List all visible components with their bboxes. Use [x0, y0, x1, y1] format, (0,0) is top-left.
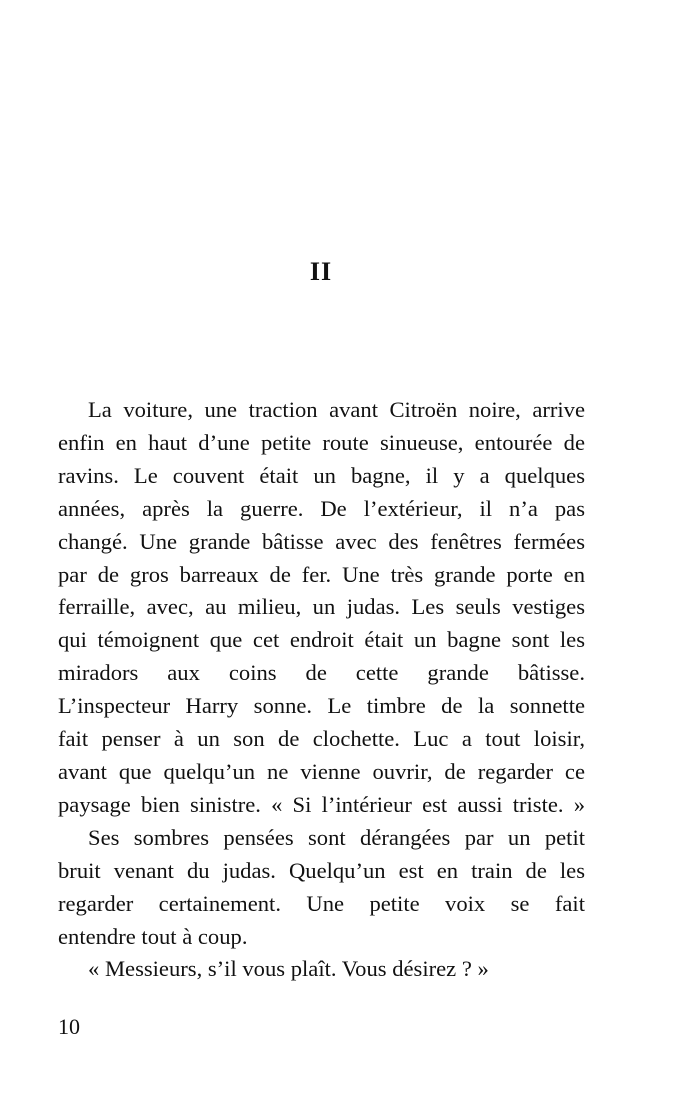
text-line: enfin en haut d’une petite route sinueuse, entourée de [58, 429, 585, 455]
paragraph-1 [58, 394, 585, 822]
text-line: La voiture, une traction avant Citroën noire, arrive [88, 397, 585, 422]
text-line: par de gros barreaux de fer. Une très grande porte en [58, 561, 585, 587]
text-line: fait penser à un son de clochette. Luc a tout loisir, [58, 726, 585, 752]
text-line: Ses sombres pensées sont dérangées par un petit [88, 824, 585, 850]
text-line: regarder certainement. Une petite voix se fait [58, 890, 585, 916]
text-line: « Messieurs, s’il vous plaît. Vous désirez ? » [88, 956, 489, 982]
text-line: entendre tout à coup. [58, 923, 248, 949]
paragraph-2 [58, 822, 585, 954]
text-line: miradors aux coins de cette grande bâtisse. [58, 660, 585, 686]
text-line: qui témoignent que cet endroit était un bagne sont les [58, 627, 585, 653]
text-line: années, après la guerre. De l’extérieur, il n’a pas [58, 495, 585, 521]
paragraph-3 [58, 953, 585, 986]
text-line: changé. Une grande bâtisse avec des fenêtres fermées [58, 528, 585, 554]
text-line: L’inspecteur Harry sonne. Le timbre de la sonnette [58, 693, 585, 719]
body-text [58, 394, 585, 986]
page-number: 10 [58, 1014, 80, 1039]
text-line: ravins. Le couvent était un bagne, il y a quelques [58, 462, 585, 488]
text-line: ferraille, avec, au milieu, un judas. Les seuls vestiges [58, 594, 585, 620]
text-line: bruit venant du judas. Quelqu’un est en train de les [58, 857, 585, 883]
text-line: paysage bien sinistre. « Si l’intérieur est aussi triste. » [58, 791, 585, 817]
text-line: avant que quelqu’un ne vienne ouvrir, de regarder ce [58, 758, 585, 784]
chapter-heading: II [309, 257, 333, 286]
